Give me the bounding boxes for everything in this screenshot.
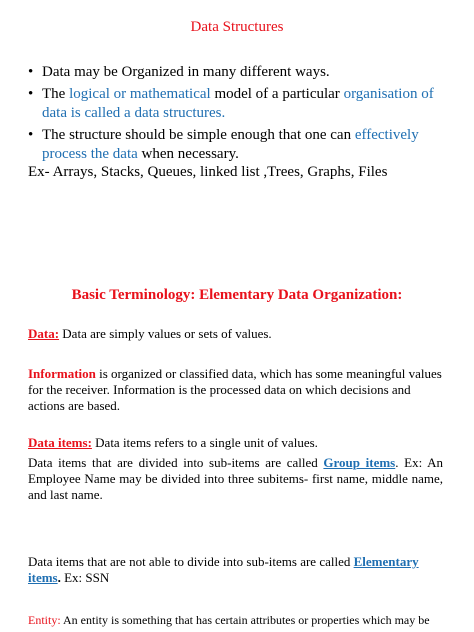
- section-heading: Basic Terminology: Elementary Data Organization:: [71, 287, 403, 303]
- term-label: Data items:: [28, 435, 92, 450]
- paragraph-text: . Ex: An Employee Name may be divided into three subitems- first name, middle name, and last name.: [28, 455, 443, 502]
- paragraph-text: Ex: SSN: [60, 570, 110, 585]
- information-definition: [28, 366, 443, 414]
- examples-line: Ex- Arrays, Stacks, Queues, linked list ,Trees, Graphs, Files: [28, 164, 388, 180]
- highlight-text: logical or mathematical: [69, 86, 211, 102]
- definition-text: is organized or classified data, which has some meaningful values for the receiver. Information is the processed data on which decisions and actions are based.: [28, 366, 442, 413]
- bullet-item: [28, 85, 448, 123]
- elementary-items-link[interactable]: Elementary items: [28, 554, 419, 585]
- entity-definition: [28, 612, 443, 628]
- bullet-item: [28, 126, 448, 164]
- definition-text: Data items refers to a single unit of values.: [91, 435, 318, 450]
- bullet-text: The structure should be simple enough that one can: [42, 127, 355, 143]
- bullet-text: when necessary.: [137, 146, 239, 162]
- elementary-items-paragraph: [28, 554, 443, 586]
- paragraph-text: Data items that are not able to divide into sub-items are called: [28, 554, 354, 569]
- bullet-icon: •: [28, 127, 34, 143]
- term-label: Entity:: [28, 613, 61, 627]
- data-items-definition: [28, 435, 443, 451]
- highlight-text: effectively process the data: [42, 127, 419, 162]
- bullet-item: [28, 63, 448, 82]
- term-label: Information: [28, 366, 96, 381]
- bullet-icon: •: [28, 64, 34, 80]
- group-items-link[interactable]: Group items: [323, 455, 396, 470]
- term-label: Data:: [28, 326, 60, 341]
- paragraph-punctuation: .: [57, 570, 61, 585]
- bullet-icon: •: [28, 86, 34, 102]
- page-title: Data Structures: [190, 19, 284, 35]
- definition-text: Data are simply values or sets of values.: [59, 326, 272, 341]
- paragraph-text: Data items that are divided into sub-items are called: [28, 455, 324, 470]
- data-definition: [28, 326, 443, 342]
- definition-text: An entity is something that has certain attributes or properties which may be: [60, 613, 430, 627]
- group-items-paragraph: [28, 455, 443, 503]
- bullet-text: The: [42, 86, 70, 102]
- bullet-list: [28, 63, 448, 167]
- bullet-text: Data may be Organized in many different ways.: [42, 64, 330, 80]
- bullet-text: model of a particular: [210, 86, 344, 102]
- highlight-text: organisation of data is called a data structures.: [42, 86, 434, 121]
